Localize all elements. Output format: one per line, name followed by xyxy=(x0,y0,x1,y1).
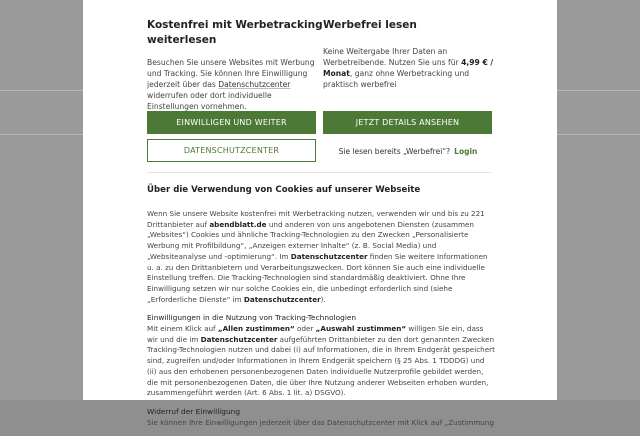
text-span: oder xyxy=(294,324,316,334)
cookie-info-title: Über die Verwendung von Cookies auf unserer Webseite xyxy=(147,185,421,195)
text-span: willigen Sie ein, dass wir und die im xyxy=(147,324,484,344)
login-prompt: Sie lesen bereits „Werbefrei“? xyxy=(338,147,451,156)
text-span: Wenn Sie unsere Website kostenfrei mit Werbetracking nutzen, verwenden wir und bis zu 221 Drittanbieter auf xyxy=(147,209,485,229)
free-option-text xyxy=(147,57,323,112)
consent-subheading: Einwilligungen in die Nutzung von Tracking-Technologien xyxy=(147,313,357,323)
privacy-center-link[interactable]: Datenschutzcenter xyxy=(218,80,291,89)
privacy-center-link[interactable]: Datenschutzcenter xyxy=(200,334,278,344)
text-span: aufgeführten Drittanbieter zu den dort genannten Zwecken Tracking-Technologien nutzen und dabei (i) auf Informationen, die in Ihrem Endgerät gespeichert sind, zugreifen und/oder Informationen in Ihrem Endgerät speichern (§ 25 Abs. 1 TDDDG) und (ii) aus den erhobenen personenbezogenen Daten individuelle Nutzerprofile gebildet werden, die mit personenbezogenen Daten, die über Ihre Nutzung anderer Webseiten erhoben wurden, zusammengeführt werden (Art. 6 Abs. 1 lit. a) DSGVO). xyxy=(147,334,495,398)
section-divider xyxy=(147,172,492,173)
privacy-center-button[interactable]: DATENSCHUTZCENTER xyxy=(147,139,316,162)
consent-dialog xyxy=(83,0,557,427)
free-option-text-part: widerrufen oder dort individuelle Einstellungen vornehmen. xyxy=(147,91,272,111)
adfree-option-text-part: Keine Weitergabe Ihrer Daten an Werbetreibende. Nutzen Sie uns für xyxy=(323,47,462,67)
cookie-paragraph-1 xyxy=(147,209,495,305)
accept-button[interactable]: EINWILLIGEN UND WEITER xyxy=(147,111,316,134)
text-span: Mit einem Klick auf xyxy=(147,324,218,334)
cookie-info-section xyxy=(147,184,495,436)
text-emphasis: „Allen zustimmen“ xyxy=(217,324,295,334)
free-option-title: Kostenfrei mit Werbetracking weiterlesen xyxy=(147,19,323,46)
adfree-price: 4,99 € / Monat xyxy=(323,58,494,78)
details-button[interactable]: JETZT DETAILS ANSEHEN xyxy=(323,111,492,134)
free-option-column xyxy=(147,18,323,112)
free-option-text-part: Besuchen Sie unsere Websites mit Werbung und Tracking. Sie können Ihre Einwilligung jederzeit über das xyxy=(147,58,315,89)
adfree-option-title: Werbefrei lesen xyxy=(323,19,417,31)
text-emphasis: „Auswahl zustimmen“ xyxy=(315,324,407,334)
revocation-subheading: Widerruf der Einwilligung xyxy=(147,406,241,416)
text-span: ). xyxy=(320,294,326,304)
adfree-option-text-part: , ganz ohne Werbetracking und praktisch werbefrei xyxy=(323,69,470,89)
adfree-option-text xyxy=(323,46,499,90)
login-link[interactable]: Login xyxy=(454,147,478,156)
text-span: finden Sie weitere Informationen u. a. zu den Drittanbietern und Verarbeitungszwecken. Dort können Sie auch eine individuelle Einstellung treffen. Die Tracking-Technologien sind standardmäßig deaktiviert. Ohne Ihre Einwilligung setzen wir nur solche Cookies ein, die unbedingt erforderlich sind (siehe „Erforderliche Dienste“ im xyxy=(147,251,488,304)
cookie-paragraph-2 xyxy=(147,324,495,399)
cookie-paragraph-3: Sie können Ihre Einwilligungen jederzeit über das Datenschutzcenter mit Klick auf „Zustimmung xyxy=(147,417,494,427)
text-span: und anderen von uns angebotenen Diensten (zusammen „Websites“) Cookies und ähnliche Tracking-Technologien zu den Zwecken „Personalisierte Werbung mit Profilbildung“, „Anzeigen externer Inhalte“ (z. B. Social Media) und „Websiteanalyse und -optimierung“. Im xyxy=(147,219,474,261)
adfree-option-column xyxy=(323,18,499,90)
privacy-center-link[interactable]: Datenschutzcenter xyxy=(290,251,368,261)
login-row xyxy=(323,147,493,156)
site-link[interactable]: abendblatt.de xyxy=(209,219,267,229)
privacy-center-link[interactable]: Datenschutzcenter xyxy=(243,294,321,304)
